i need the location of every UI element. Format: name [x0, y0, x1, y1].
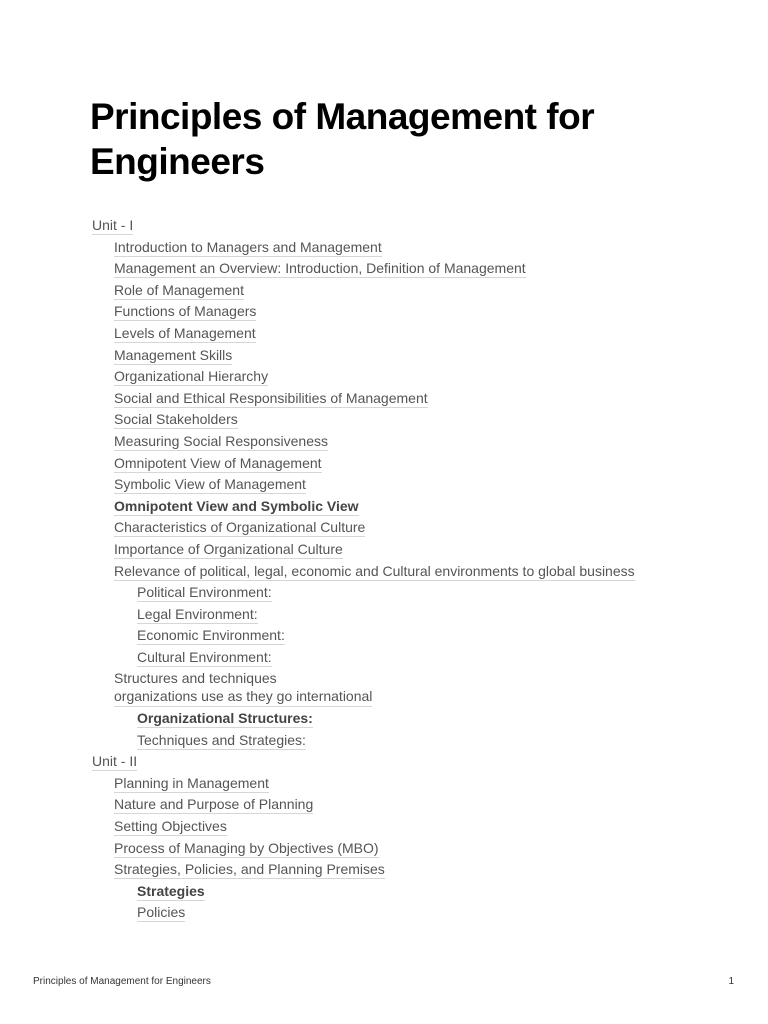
toc-link[interactable] [92, 325, 732, 347]
footer-document-title: Principles of Management for Engineers [33, 976, 211, 987]
toc-link-label: Omnipotent View of Management [114, 454, 322, 471]
toc-link[interactable] [92, 498, 732, 520]
toc-link[interactable] [92, 563, 732, 585]
toc-link-label: Strategies [137, 882, 205, 899]
toc-link[interactable] [92, 260, 732, 282]
toc-link-label: Management Skills [114, 346, 233, 363]
toc-link[interactable] [92, 775, 732, 797]
toc-link[interactable] [92, 476, 732, 498]
toc-link-label: Social and Ethical Responsibilities of Management [114, 389, 428, 406]
toc-link[interactable] [92, 883, 732, 905]
toc-link-label: Organizational Hierarchy [114, 368, 269, 385]
toc-link[interactable] [92, 861, 732, 883]
toc-link-label: Unit - I [92, 217, 134, 233]
toc-unit-link[interactable] [92, 753, 732, 775]
page-title: Principles of Management for Engineers [90, 96, 595, 182]
table-of-contents [92, 217, 732, 926]
toc-link-label: Levels of Management [114, 324, 256, 341]
toc-link[interactable] [92, 455, 732, 477]
toc-link-label: Political Environment: [137, 584, 272, 601]
toc-link[interactable] [92, 818, 732, 840]
toc-link-label: Role of Management [114, 281, 244, 298]
toc-link-label: Nature and Purpose of Planning [114, 796, 314, 813]
toc-link-label: Economic Environment: [137, 627, 285, 644]
toc-link-label: Symbolic View of Management [114, 476, 306, 493]
toc-link[interactable] [92, 904, 732, 926]
toc-link[interactable] [92, 282, 732, 304]
toc-link[interactable] [92, 627, 732, 649]
toc-link[interactable] [92, 796, 732, 818]
toc-link-label: Setting Objectives [114, 818, 227, 835]
toc-link[interactable] [92, 710, 732, 732]
toc-link[interactable] [92, 541, 732, 563]
toc-link-label: Techniques and Strategies: [137, 731, 306, 748]
toc-link-label: Legal Environment: [137, 605, 258, 622]
toc-link[interactable] [92, 584, 732, 606]
toc-link[interactable] [92, 411, 732, 433]
toc-link[interactable] [92, 840, 732, 862]
toc-link-label: Planning in Management [114, 774, 269, 791]
toc-link-label: Cultural Environment: [137, 648, 272, 665]
toc-link-label: Relevance of political, legal, economic and Cultural environments to global business [114, 562, 635, 579]
toc-link[interactable] [92, 303, 732, 325]
toc-link[interactable] [92, 390, 732, 412]
toc-link[interactable] [92, 670, 732, 710]
toc-link-label: Process of Managing by Objectives (MBO) [114, 839, 379, 856]
toc-link-label: Policies [137, 904, 186, 921]
toc-link-label: Measuring Social Responsiveness [114, 432, 328, 449]
toc-link-label: Structures and techniques [114, 670, 277, 687]
toc-link-label: Characteristics of Organizational Culture [114, 519, 366, 536]
toc-link-label: Omnipotent View and Symbolic View [114, 497, 359, 514]
toc-link-label: Management an Overview: Introduction, Definition of Management [114, 260, 526, 277]
toc-link[interactable] [92, 347, 732, 369]
toc-link-label: Introduction to Managers and Management [114, 238, 382, 255]
toc-unit-link[interactable] [92, 217, 732, 239]
toc-link-label-continued: organizations use as they go international [114, 688, 372, 707]
toc-link-label: Strategies, Policies, and Planning Premises [114, 861, 385, 878]
toc-link-label: Functions of Managers [114, 303, 257, 320]
toc-link[interactable] [92, 433, 732, 455]
toc-link-label: Social Stakeholders [114, 411, 238, 428]
footer-page-number: 1 [728, 976, 734, 987]
toc-link[interactable] [92, 519, 732, 541]
toc-link-label: Unit - II [92, 753, 138, 770]
toc-link[interactable] [92, 606, 732, 628]
toc-link[interactable] [92, 239, 732, 261]
toc-link[interactable] [92, 649, 732, 671]
toc-link-label: Importance of Organizational Culture [114, 540, 343, 557]
toc-link[interactable] [92, 368, 732, 390]
toc-link-label: Organizational Structures: [137, 710, 313, 727]
toc-link[interactable] [92, 732, 732, 754]
